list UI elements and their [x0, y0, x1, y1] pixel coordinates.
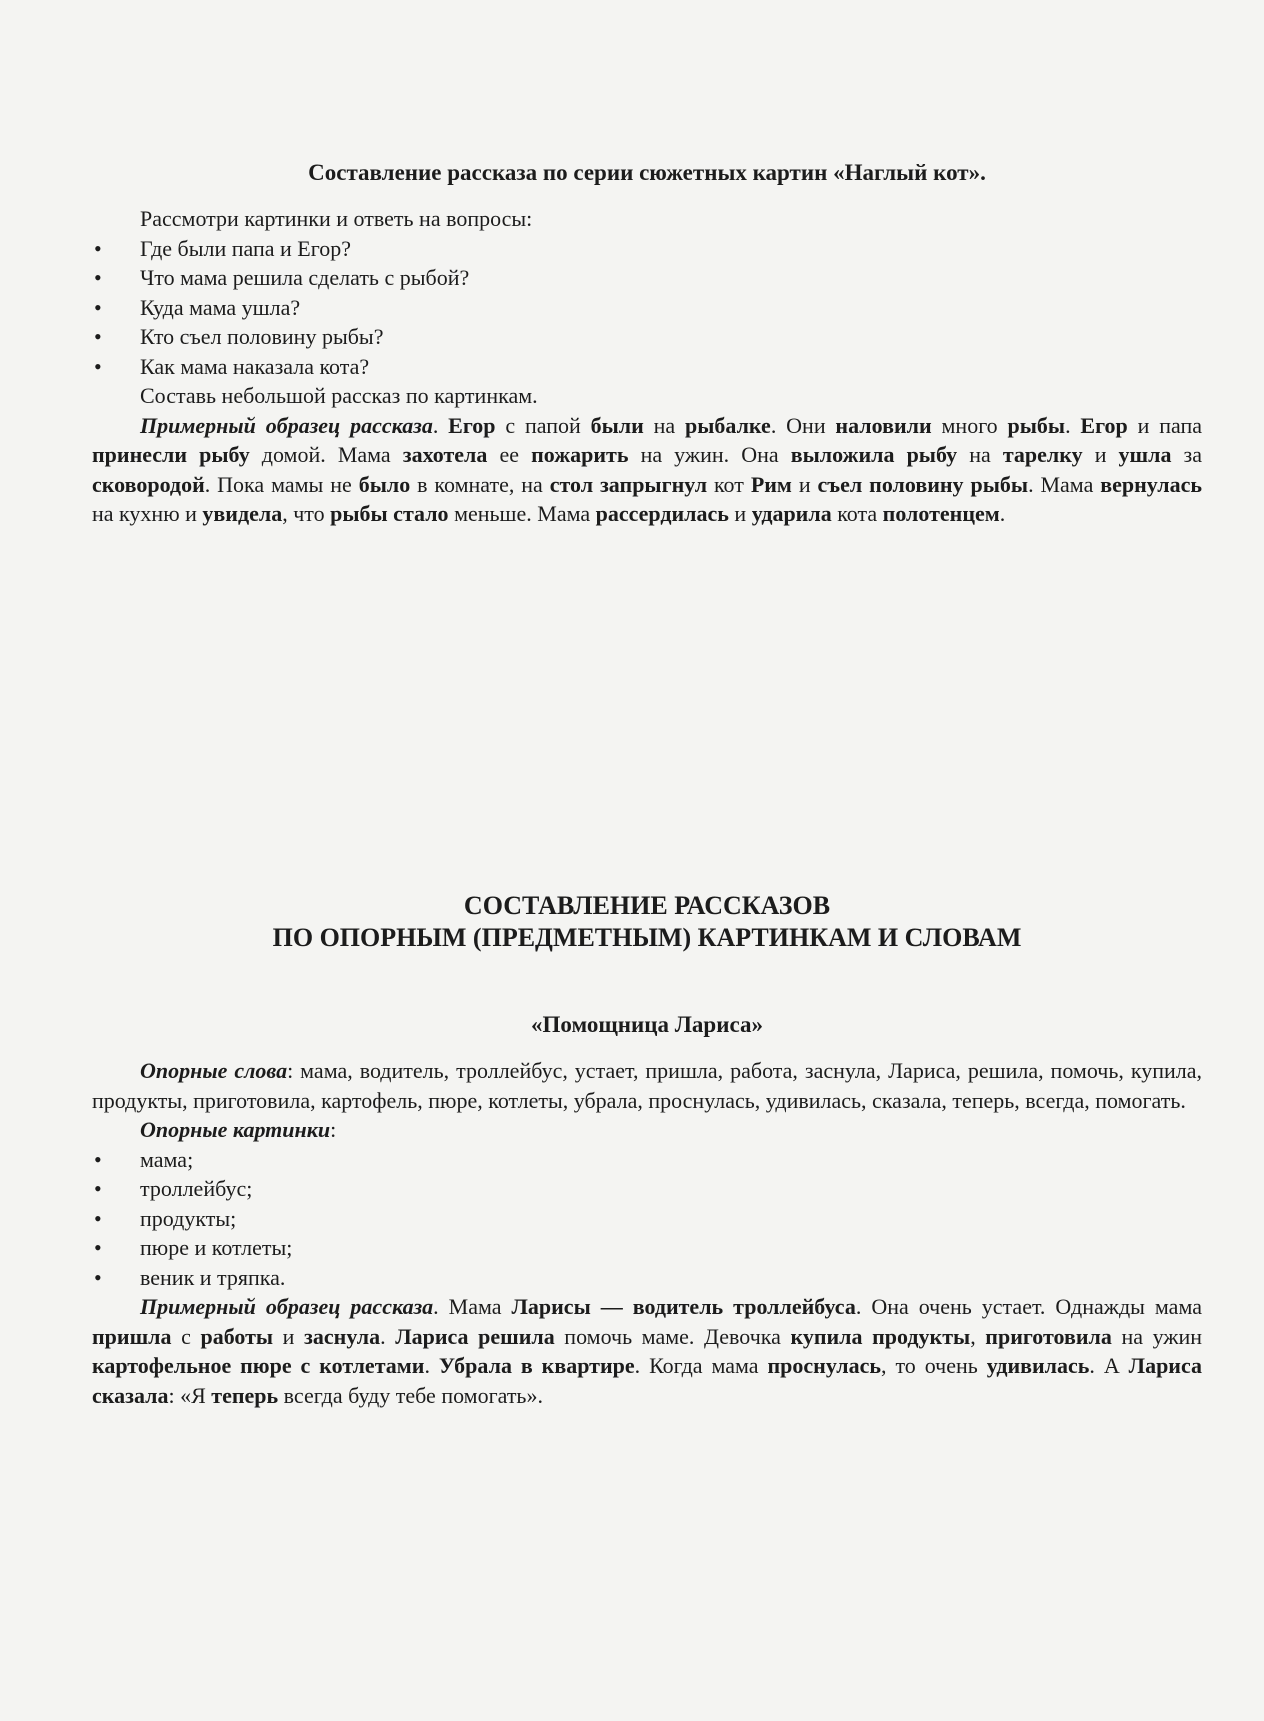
story-text-run: Лариса сказала [92, 1353, 1203, 1408]
list-item: • Кто съел половину рыбы? [92, 322, 1202, 352]
story-text-run: меньше. Мама [448, 501, 596, 526]
list-item: • Где были папа и Егор? [92, 234, 1202, 264]
section1-task: Составь небольшой рассказ по картинкам. [140, 383, 538, 408]
bullet-icon: • [94, 1146, 102, 1172]
story-text-run: . [999, 501, 1006, 526]
story-text-run: , что [282, 501, 331, 526]
sample-label: Примерный образец рассказа [140, 412, 433, 438]
story-text-run: и [273, 1323, 305, 1349]
questions-list [92, 234, 1202, 382]
section2-title-line2: ПО ОПОРНЫМ (ПРЕДМЕТНЫМ) КАРТИНКАМ И СЛОВАМ [272, 923, 1022, 952]
story-text-run: выложила рыбу [790, 442, 958, 467]
list-item: • Что мама решила сделать с рыбой? [92, 263, 1202, 293]
story-text-run: . Пока мамы не [204, 471, 359, 497]
section1-sample-story [92, 411, 1202, 529]
story-text-run: всегда буду тебе помогать». [278, 1382, 543, 1408]
story-text-run: . Мама [433, 1294, 512, 1319]
pictures-list [92, 1145, 1202, 1293]
story-text-run: . Когда мама [634, 1353, 768, 1378]
bullet-icon: • [94, 1235, 102, 1260]
story-text-run: . [432, 412, 449, 438]
story-text-run: на ужин [1111, 1323, 1203, 1349]
list-item: • Куда мама ушла? [92, 293, 1202, 323]
story-text-run: и [791, 471, 818, 497]
story-text-run: было [358, 471, 411, 497]
story-title: «Помощница Лариса» [531, 1012, 763, 1037]
story-text-run: полотенцем [882, 501, 1000, 526]
section-opornye-kartinki [92, 890, 1202, 1410]
list-item: • пюре и котлеты; [92, 1233, 1202, 1263]
section1-intro: Рассмотри картинки и ответь на вопросы: [140, 206, 533, 231]
bullet-icon: • [94, 353, 102, 379]
story-text-run: . Мама [1028, 471, 1101, 497]
story-text-run: тарелку [1002, 442, 1083, 467]
story-text-run: Рим [750, 471, 792, 497]
story-text-run: Егор [448, 412, 496, 438]
story-text-run: и [728, 501, 752, 526]
story-text-run: . Они [770, 412, 836, 438]
story-text-run: стол запрыгнул [549, 471, 708, 497]
story-text-run: принесли рыбу [92, 442, 250, 467]
story-text-run: заснула [304, 1323, 381, 1349]
story-text-run: удивилась [986, 1353, 1090, 1378]
bullet-icon: • [94, 324, 102, 349]
story-text-run: рыбы [1007, 412, 1066, 438]
story-text-run: . [424, 1353, 439, 1378]
story-text-run: Егор [1080, 412, 1128, 438]
story-text-run: купила продукты [790, 1323, 971, 1349]
story-text-run: . Она очень устает. Однажды мама [855, 1294, 1202, 1319]
section2-sample-story [92, 1292, 1202, 1410]
story-text-run: на [643, 412, 685, 438]
bullet-icon: • [94, 1176, 102, 1201]
story-text-run: . [380, 1323, 396, 1349]
bullet-icon: • [94, 265, 102, 290]
list-item: • мама; [92, 1145, 1202, 1175]
story-text-run: с папой [495, 412, 591, 438]
story-text-run: рыбалке [684, 412, 771, 438]
story-text-run: : «Я [168, 1382, 212, 1408]
story-text-run: ее [487, 442, 532, 467]
story-text-run: пожарить [531, 442, 629, 467]
list-item: • троллейбус; [92, 1174, 1202, 1204]
story-text-run: рыбы стало [330, 501, 449, 526]
section-naglyi-kot [92, 160, 1202, 529]
story-text-run: , то очень [881, 1353, 987, 1378]
story-text-run: Убрала в квартире [438, 1353, 635, 1378]
keywords-label: Опорные слова [140, 1058, 288, 1083]
bullet-icon: • [94, 235, 102, 261]
bullet-icon: • [94, 294, 102, 320]
story-text-run: на кухню и [92, 501, 203, 526]
story-text-run: помочь маме. Девочка [554, 1323, 791, 1349]
list-item: • веник и тряпка. [92, 1263, 1202, 1293]
bullet-icon: • [94, 1264, 102, 1290]
story-text-run: кот [707, 471, 751, 497]
bullet-icon: • [94, 1205, 102, 1231]
story-text-run: были [590, 412, 644, 438]
story-text-run: наловили [835, 412, 932, 438]
section2-title-line1: СОСТАВЛЕНИЕ РАССКАЗОВ [463, 891, 831, 920]
story-text-run: съел половину рыбы [817, 471, 1029, 497]
story-text-run: проснулась [767, 1353, 882, 1378]
story-text-run: за [1171, 442, 1202, 467]
story-text-run: увидела [202, 501, 283, 526]
story-text-run: пришла [92, 1323, 172, 1349]
list-item: • продукты; [92, 1204, 1202, 1234]
story-text-run: Ларисы — водитель троллейбуса [511, 1294, 856, 1319]
sample-label: Примерный образец рассказа [140, 1294, 434, 1319]
pictures-label: Опорные картинки [140, 1117, 331, 1142]
story-text-run: ушла [1118, 442, 1172, 467]
story-text-run: на [957, 442, 1003, 467]
story-text-run: рассердилась [595, 501, 729, 526]
story-text-run: на ужин. Она [628, 442, 791, 467]
story-text-run: . [1065, 412, 1081, 438]
section1-title: Составление рассказа по серии сюжетных картин «Наглый кот». [308, 160, 986, 185]
story-text-run: теперь [211, 1382, 279, 1408]
keywords-paragraph [92, 1056, 1202, 1115]
story-text-run: и [1082, 442, 1119, 467]
story-text-run: приготовила [985, 1323, 1112, 1349]
story-text-run: Лариса решила [395, 1323, 555, 1349]
story-text-run: в комнате, на [410, 471, 550, 497]
story-text-run: картофельное пюре с котлетами [92, 1353, 425, 1378]
keywords-text: : мама, водитель, троллейбус, устает, пришла, работа, заснула, Лариса, решила, помочь, купила, продукты, приготовила, картофель, пюре, котлеты, убрала, проснулась, удивилась, сказала, теперь, всегда, помогать. [92, 1058, 1202, 1113]
story-text-run: и папа [1127, 412, 1202, 438]
story-text-run: ударила [751, 501, 832, 526]
section2-title [92, 890, 1202, 954]
story-text-run: вернулась [1100, 471, 1202, 497]
story-text-run: с [171, 1323, 201, 1349]
story-text-run: . А [1089, 1353, 1129, 1378]
list-item: • Как мама наказала кота? [92, 352, 1202, 382]
story-text-run: домой. Мама [249, 442, 403, 467]
story-text-run: сковородой [92, 471, 205, 497]
story-text-run: захотела [402, 442, 488, 467]
story-text-run: работы [200, 1323, 274, 1349]
story-text-run: , [970, 1323, 986, 1349]
pictures-heading: Опорные картинки: [140, 1117, 337, 1142]
story-text-run: кота [831, 501, 883, 526]
story-text-run: много [931, 412, 1008, 438]
